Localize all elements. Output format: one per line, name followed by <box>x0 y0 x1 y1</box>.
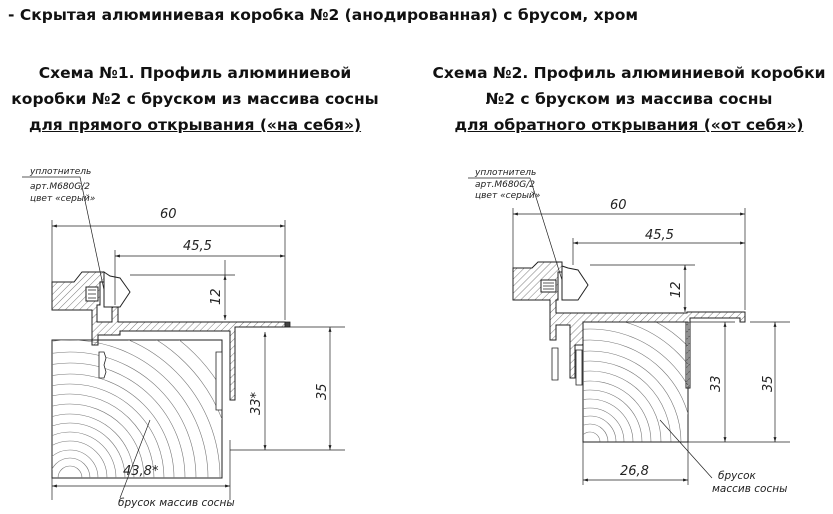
scheme1-wood-block <box>0 302 246 514</box>
scheme2-dim-33: 33 <box>709 375 724 392</box>
scheme2-title-line2: №2 с бруском из массива сосны <box>485 90 773 108</box>
product-title: - Скрытая алюминиевая коробка №2 (анодированная) с брусом, хром <box>8 6 639 24</box>
scheme2-bar-label-line2: массив сосны <box>712 483 788 495</box>
scheme2-seal-color: цвет «серый» <box>475 191 541 201</box>
scheme1-title-line1: Схема №1. Профиль алюминиевой <box>38 64 352 82</box>
scheme1-seal-label: уплотнитель <box>30 167 92 177</box>
scheme2-seal-label: уплотнитель <box>475 168 537 178</box>
scheme2-dim-12: 12 <box>669 281 684 298</box>
scheme2-bar-label-line1: брусок <box>718 470 756 482</box>
scheme1-dim-35: 35 <box>315 383 330 400</box>
scheme2-dim-26-8: 26,8 <box>620 464 649 479</box>
scheme1-title-line3: для прямого открывания («на себя») <box>28 116 362 134</box>
scheme1-dim-43-8: 43,8* <box>123 464 159 479</box>
scheme2-title-line3: для обратного открывания («от себя») <box>454 116 804 134</box>
scheme2-dim-45-5: 45,5 <box>645 228 674 243</box>
scheme2-title-line1: Схема №2. Профиль алюминиевой коробки <box>432 64 826 82</box>
scheme1-dim-60: 60 <box>160 207 177 222</box>
scheme1-title-line2: коробки №2 с бруском из массива сосны <box>11 90 379 108</box>
scheme1-seal-art: арт.М680G/2 <box>30 182 91 192</box>
scheme2-seal-art: арт.М680G/2 <box>475 180 536 190</box>
scheme2-dim-35: 35 <box>761 375 776 392</box>
scheme1-dim-33: 33* <box>249 391 264 415</box>
scheme1-dim-45-5: 45,5 <box>183 239 212 254</box>
scheme2-drawing <box>453 168 790 514</box>
scheme1-dim-12: 12 <box>209 288 224 305</box>
scheme1-seal-color: цвет «серый» <box>30 194 96 204</box>
scheme2-dim-60: 60 <box>610 198 627 213</box>
scheme1-bar-label: брусок массив сосны <box>118 497 235 509</box>
scheme1-drawing <box>0 167 345 514</box>
